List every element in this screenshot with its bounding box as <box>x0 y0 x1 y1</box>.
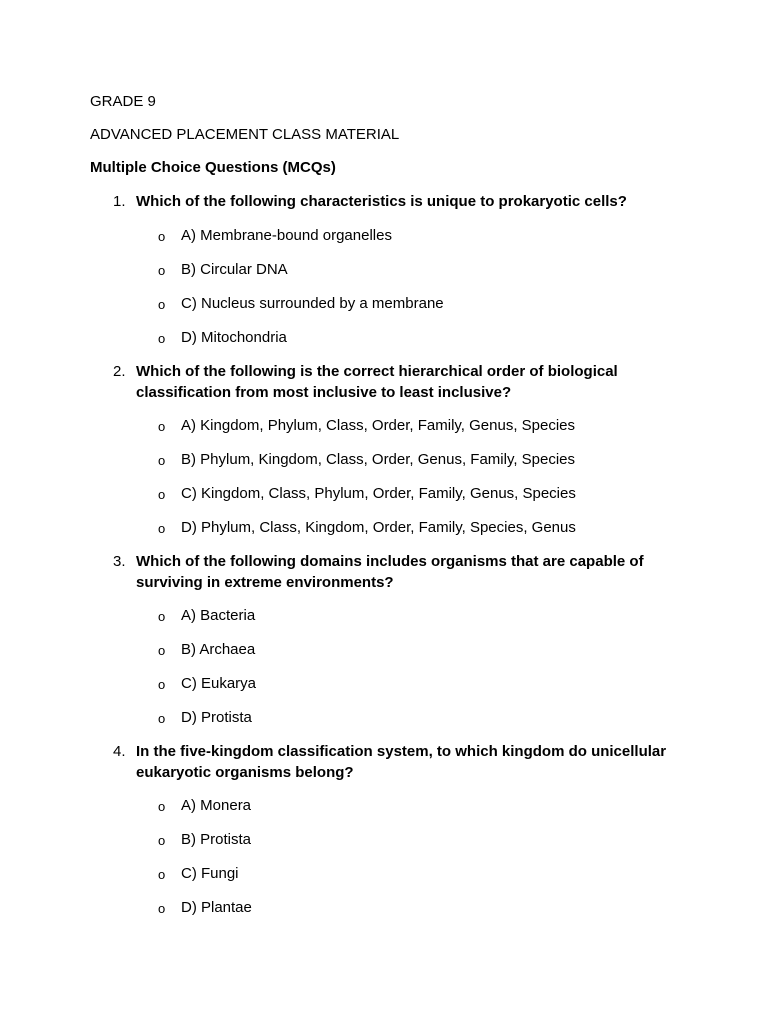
answer-option: D) Protista <box>181 709 252 726</box>
answer-option: C) Nucleus surrounded by a membrane <box>181 295 444 312</box>
section-heading: Multiple Choice Questions (MCQs) <box>90 159 336 176</box>
question-text: Which of the following domains includes organisms that are capable of surviving in extreme environments? <box>136 553 644 591</box>
answer-option: C) Kingdom, Class, Phylum, Order, Family, Genus, Species <box>181 485 576 502</box>
answer-option: A) Monera <box>181 797 252 814</box>
bullet-icon: o <box>158 487 166 502</box>
answer-option: A) Membrane-bound organelles <box>181 227 392 244</box>
bullet-icon: o <box>158 263 166 278</box>
question-number: 1. <box>113 193 126 210</box>
bullet-icon: o <box>158 521 166 536</box>
answer-option: A) Kingdom, Phylum, Class, Order, Family, Genus, Species <box>181 417 576 434</box>
bullet-icon: o <box>158 331 166 346</box>
bullet-icon: o <box>158 711 166 726</box>
bullet-icon: o <box>158 297 166 312</box>
bullet-icon: o <box>158 453 166 468</box>
question-text: Which of the following characteristics is unique to prokaryotic cells? <box>136 193 627 210</box>
answer-option: B) Protista <box>181 831 252 848</box>
bullet-icon: o <box>158 867 166 882</box>
answer-option: D) Phylum, Class, Kingdom, Order, Family, Species, Genus <box>181 519 576 536</box>
answer-option: D) Mitochondria <box>181 329 287 346</box>
question-number: 3. <box>113 553 126 570</box>
bullet-icon: o <box>158 833 166 848</box>
class-title: ADVANCED PLACEMENT CLASS MATERIAL <box>90 126 400 143</box>
answer-option: B) Archaea <box>181 641 256 658</box>
answer-option: C) Fungi <box>181 865 239 882</box>
bullet-icon: o <box>158 609 166 624</box>
answer-option: B) Circular DNA <box>181 261 288 278</box>
question-text: In the five-kingdom classification system, to which kingdom do unicellular eukaryotic organisms belong? <box>136 743 667 781</box>
grade-label: GRADE 9 <box>90 93 156 110</box>
bullet-icon: o <box>158 677 166 692</box>
question-number: 2. <box>113 363 126 380</box>
question-number: 4. <box>113 743 126 760</box>
answer-option: A) Bacteria <box>181 607 256 624</box>
bullet-icon: o <box>158 901 166 916</box>
answer-option: D) Plantae <box>181 899 252 916</box>
bullet-icon: o <box>158 643 166 658</box>
bullet-icon: o <box>158 229 166 244</box>
answer-option: B) Phylum, Kingdom, Class, Order, Genus, Family, Species <box>181 451 576 468</box>
bullet-icon: o <box>158 419 166 434</box>
answer-option: C) Eukarya <box>181 675 257 692</box>
bullet-icon: o <box>158 799 166 814</box>
question-text: Which of the following is the correct hierarchical order of biological classification from most inclusive to least inclusive? <box>136 363 618 401</box>
